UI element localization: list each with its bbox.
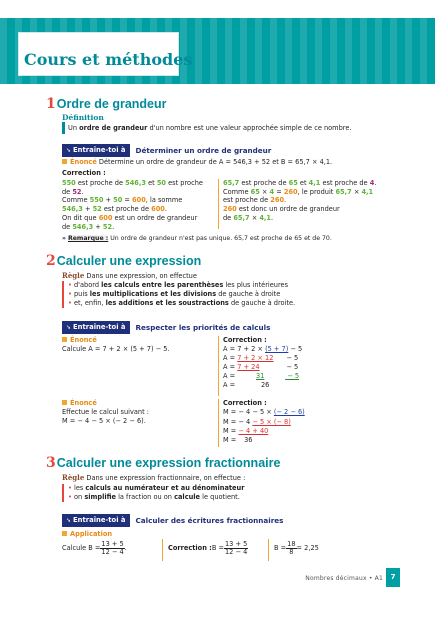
fraction: $\frac{18}{8}$ xyxy=(287,540,296,557)
rule-2: Règle Dans une expression, on effectue xyxy=(62,271,197,280)
rule-3: Règle Dans une expression fractionnaire, on effectue : xyxy=(62,473,246,482)
exercise-title: Respecter les priorités de calculs xyxy=(135,322,271,332)
page-number: 7 xyxy=(386,568,400,587)
column-divider xyxy=(218,179,219,229)
page-title: Cours et méthodes xyxy=(24,50,193,69)
exercise-banner-3 xyxy=(62,514,283,527)
column-divider xyxy=(218,336,219,396)
section-number: 3 xyxy=(46,455,56,472)
correction-right: 65,7 est proche de 65 et 4,1 est proche de 4. Comme 65 × 4 = 260, le produit 65,7 × 4,1 est proche de 260. 260 est donc un ordre de grandeur de 65,7 × 4,1. xyxy=(223,179,377,222)
fraction: $\frac{13 + 5}{12 - 4}$ xyxy=(224,540,248,557)
bullet-item: • on simplifie la fraction ou on calcule le quotient. xyxy=(68,493,244,502)
arrow-icon: ➘ xyxy=(66,147,72,154)
definition-bar xyxy=(62,122,65,134)
double-chevron-icon: » xyxy=(62,235,66,242)
bullet-item: • les calculs au numérateur et au dénominateur xyxy=(68,484,244,493)
bullet-item: • et, enfin, les additions et les soustractions de gauche à droite. xyxy=(68,299,295,308)
square-bullet-icon xyxy=(62,400,67,405)
column-divider xyxy=(218,399,219,447)
square-bullet-icon xyxy=(62,531,67,536)
bullet-item: • d'abord les calculs entre les parenthèses les plus intérieures xyxy=(68,281,295,290)
bullet-item: • puis les multiplications et les divisions de gauche à droite xyxy=(68,290,295,299)
square-bullet-icon xyxy=(62,159,67,164)
arrow-icon: ➘ xyxy=(66,324,72,331)
exercise-title: Déterminer un ordre de grandeur xyxy=(135,145,272,155)
arrow-icon: ➘ xyxy=(66,517,72,524)
section-title: Ordre de grandeur xyxy=(56,97,167,111)
section-number: 1 xyxy=(46,96,56,113)
section-number: 2 xyxy=(46,253,56,270)
enonce-1: Énoncé Détermine un ordre de grandeur de A = 546,3 + 52 et B = 65,7 × 4,1. xyxy=(62,158,332,167)
enonce-2a: Énoncé Calcule A = 7 + 2 × (5 + 7) − 5. xyxy=(62,336,170,353)
application-label: Application xyxy=(62,530,112,539)
column-divider xyxy=(162,539,163,561)
definition-text: Un ordre de grandeur d'un nombre est une valeur approchée simple de ce nombre. xyxy=(68,124,352,132)
fraction: $\frac{13 + 5}{12 - 4}$ xyxy=(101,540,124,557)
definition-label: Définition xyxy=(62,113,104,122)
enonce-2b: Énoncé Effectue le calcul suivant : M = − 4 − 5 × (− 2 − 6). xyxy=(62,399,149,425)
section-title: Calculer une expression fractionnaire xyxy=(56,456,281,470)
exercise-tag: ➘ Entraîne-toi à xyxy=(62,144,130,157)
section-2-heading xyxy=(46,253,201,269)
correction-2a: Correction : A = 7 + 2 × (5 + 7) − 5 A = 7 + 2 × 12 − 5 A = 7 + 24 − 5 A = 31 − 5 A = 26 xyxy=(223,336,303,390)
exercise-banner-2 xyxy=(62,321,270,334)
exercise-title: Calculer des écritures fractionnaires xyxy=(135,515,284,525)
rule-3-bullets xyxy=(62,484,244,502)
rule-2-bullets xyxy=(62,281,295,308)
exercise-banner-1 xyxy=(62,144,271,157)
column-divider xyxy=(268,539,269,561)
section-3-heading xyxy=(46,455,280,471)
exercise-tag: ➘ Entraîne-toi à xyxy=(62,321,130,334)
application-correction: Correction : B = $\frac{13 + 5}{12 - 4}$ xyxy=(168,540,248,557)
remark: » Remarque : Un ordre de grandeur n'est pas unique. 65,7 est proche de 65 et de 70. xyxy=(62,235,332,242)
section-1-heading xyxy=(46,96,167,112)
running-footer: Nombres décimaux • A1 xyxy=(305,575,383,582)
application-text: Calcule B = $\frac{13 + 5}{12 - 4}$ . xyxy=(62,540,127,557)
square-bullet-icon xyxy=(62,337,67,342)
correction-label: Correction : xyxy=(62,169,106,177)
section-title: Calculer une expression xyxy=(56,254,202,268)
exercise-tag: ➘ Entraîne-toi à xyxy=(62,514,130,527)
correction-left: 550 est proche de 546,3 et 50 est proche de 52. Comme 550 + 50 = 600, la somme 546,3 + 52 est proche de 600. On dit que 600 est un ordre de grandeur de 546,3 + 52. xyxy=(62,179,203,231)
correction-2b: Correction : M = − 4 − 5 × (− 2 − 6) M = − 4 − 5 × (− 8) M = − 4 + 40 M = 36 xyxy=(223,399,305,445)
application-result: B = $\frac{18}{8}$ = 2,25 xyxy=(274,540,319,557)
